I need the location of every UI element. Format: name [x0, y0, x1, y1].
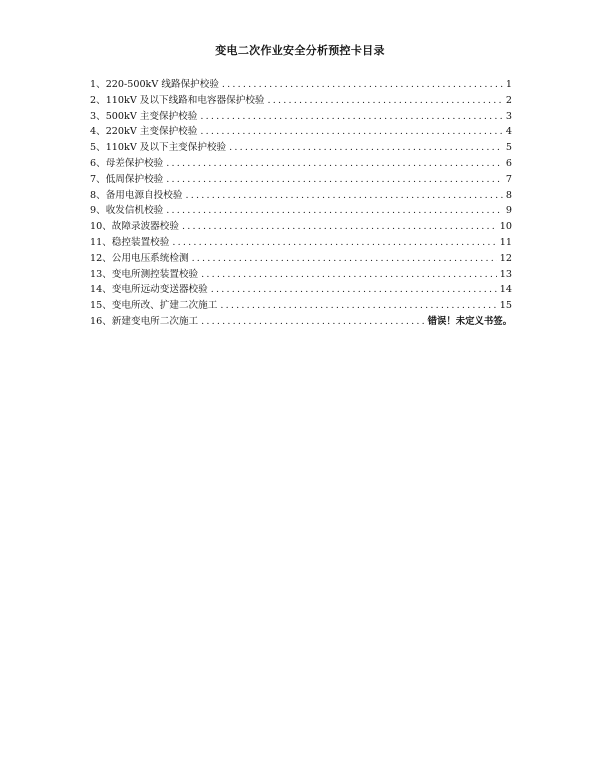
toc-entry-label: 9、收发信机校验 [90, 205, 164, 217]
toc-entry-page: 1 [505, 79, 512, 90]
toc-entry[interactable] [90, 93, 512, 109]
dot-leader [211, 282, 497, 298]
dot-leader [200, 109, 503, 125]
dot-leader [201, 314, 424, 330]
toc-entry-page: 6 [505, 157, 512, 169]
toc-entry[interactable] [90, 172, 512, 188]
toc-entry[interactable] [90, 267, 512, 283]
toc-entry-page: 3 [505, 110, 512, 122]
dot-leader [166, 156, 503, 172]
table-of-contents [90, 77, 512, 330]
dot-leader [185, 188, 502, 204]
toc-entry-page: 2 [505, 94, 512, 106]
document-title: 变电二次作业安全分析预控卡目录 [215, 44, 385, 57]
toc-entry-error-text: 错误！未定义书签。 [427, 315, 512, 327]
toc-entry[interactable] [90, 282, 512, 298]
toc-entry[interactable] [90, 109, 512, 125]
toc-entry-page: 15 [499, 300, 512, 312]
dot-leader [229, 140, 503, 156]
toc-entry-label: 4、220kV 主变保护校验 [90, 126, 198, 138]
toc-entry-label: 2、110kV 及以下线路和电容器保护校验 [90, 94, 265, 106]
toc-entry-page: 11 [499, 236, 512, 248]
toc-entry-label: 6、母差保护校验 [90, 157, 164, 169]
dot-leader [220, 298, 496, 314]
toc-entry-page: 12 [499, 252, 512, 264]
toc-entry-label: 14、变电所远动变送器校验 [90, 284, 208, 296]
dot-leader [268, 93, 503, 109]
toc-entry[interactable] [90, 251, 512, 267]
toc-entry-page: 8 [505, 189, 512, 201]
dot-leader [200, 124, 503, 140]
toc-entry[interactable] [90, 156, 512, 172]
toc-entry-label: 13、变电所测控装置校验 [90, 268, 199, 280]
dot-leader [166, 203, 503, 219]
dot-leader [222, 77, 503, 93]
dot-leader [192, 251, 497, 267]
toc-entry[interactable] [90, 188, 512, 204]
toc-entry-label: 15、变电所改、扩建二次施工 [90, 300, 218, 312]
toc-entry-page: 7 [505, 173, 512, 185]
toc-entry-page: 14 [499, 284, 512, 296]
toc-entry[interactable] [90, 235, 512, 251]
toc-entry-page: 5 [505, 142, 512, 154]
dot-leader [172, 235, 496, 251]
toc-entry[interactable] [90, 77, 512, 93]
toc-entry[interactable] [90, 203, 512, 219]
toc-entry[interactable] [90, 219, 512, 235]
toc-entry-page: 10 [499, 221, 512, 233]
toc-entry-page: 4 [505, 126, 512, 138]
toc-entry-label: 11、稳控装置校验 [90, 236, 170, 248]
toc-entry-label: 1、220-500kV 线路保护校验 [90, 79, 219, 90]
dot-leader [182, 219, 497, 235]
toc-entry[interactable] [90, 124, 512, 140]
toc-entry-label: 16、新建变电所二次施工 [90, 315, 199, 327]
toc-entry-label: 7、低周保护校验 [90, 173, 164, 185]
dot-leader [166, 172, 503, 188]
toc-entry-label: 10、故障录波器校验 [90, 221, 179, 233]
dot-leader [201, 267, 497, 283]
toc-entry-label: 3、500kV 主变保护校验 [90, 110, 198, 122]
toc-entry-page: 13 [499, 268, 512, 280]
toc-entry-label: 12、公用电压系统检测 [90, 252, 189, 264]
toc-entry-label: 8、备用电源自投校验 [90, 189, 183, 201]
toc-entry-page: 9 [505, 205, 512, 217]
toc-entry-label: 5、110kV 及以下主变保护校验 [90, 142, 227, 154]
toc-entry[interactable] [90, 140, 512, 156]
toc-entry[interactable] [90, 298, 512, 314]
toc-entry[interactable] [90, 314, 512, 330]
